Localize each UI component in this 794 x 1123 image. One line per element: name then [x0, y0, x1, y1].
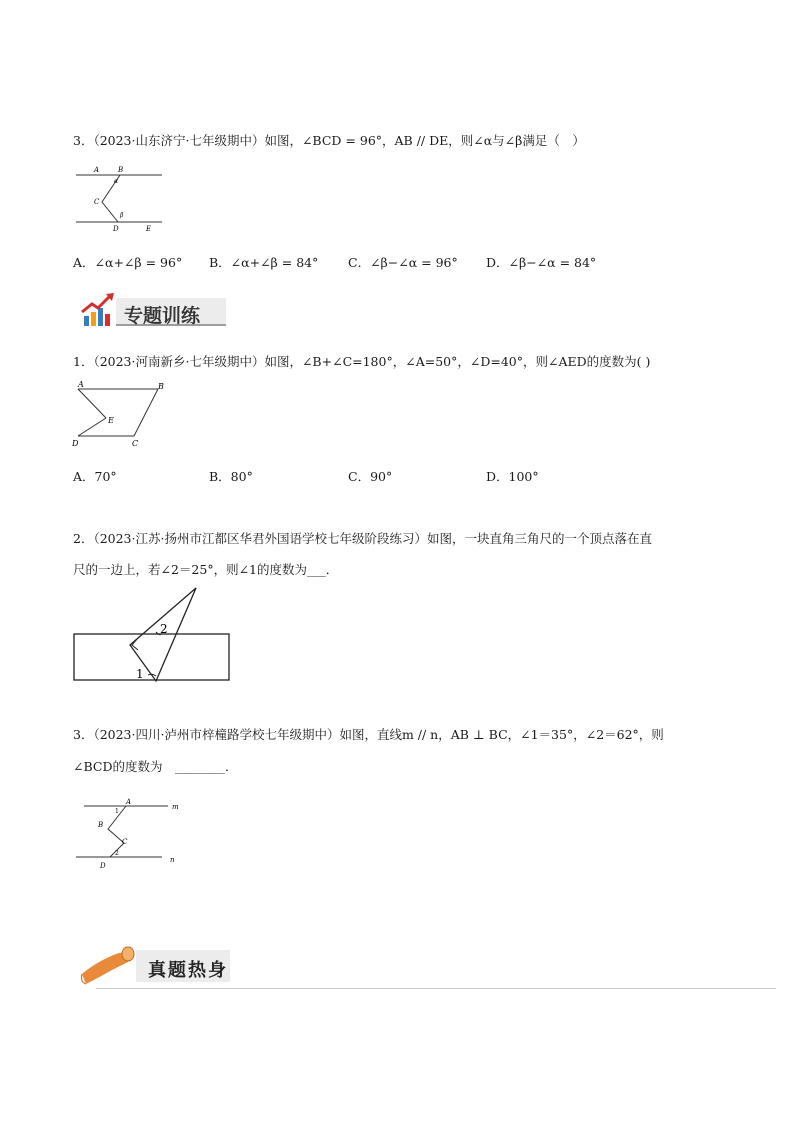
q3-top-figure [70, 162, 170, 234]
q3-figure [70, 795, 190, 875]
section-title: 专题训练 [124, 305, 201, 327]
q2-text-line1: 2．（2023·江苏·扬州市江都区华君外国语学校七年级阶段练习）如图，一块直角三角尺的一个顶点落在直 [73, 531, 652, 546]
fig-label-angle-2: 2 [115, 850, 119, 857]
fig-label-d: D [113, 225, 119, 233]
choice-a[interactable]: A．70° [73, 469, 117, 484]
q3-text-line1: 3．（2023·四川·泸州市梓橦路学校七年级期中）如图，直线m // n，AB ⊥ BC，∠1＝35°，∠2＝62°，则 [73, 727, 664, 742]
q3-text-line2: ∠BCD的度数为 ________． [73, 759, 238, 774]
scroll-icon [76, 944, 138, 992]
section-banner-training [78, 290, 233, 332]
choice-b[interactable]: B．∠α+∠β = 84° [209, 255, 319, 270]
choice-d[interactable]: D．∠β−∠α = 84° [486, 255, 597, 270]
q2-text-line2: 尺的一边上，若∠2＝25°，则∠1的度数为___． [73, 562, 339, 577]
section-banner-real-questions [76, 944, 780, 992]
fig-label-c: C [94, 198, 100, 206]
choice-c[interactable]: C．∠β−∠α = 96° [348, 255, 458, 270]
fig-label-a: A [126, 798, 132, 806]
q1-figure [70, 380, 170, 452]
fig-label-angle-2: 2 [160, 622, 168, 636]
choice-c[interactable]: C．90° [348, 469, 393, 484]
fig-label-a: A [78, 380, 84, 389]
fig-label-d: D [100, 862, 106, 870]
fig-label-b: B [98, 821, 104, 829]
fig-label-beta: β [120, 212, 124, 219]
fig-label-b: B [118, 166, 124, 174]
choice-a[interactable]: A．∠α+∠β = 96° [73, 255, 183, 270]
fig-label-c: C [132, 439, 139, 448]
fig-label-n: n [170, 856, 175, 864]
choice-d[interactable]: D．100° [486, 469, 539, 484]
fig-label-e: E [108, 416, 114, 425]
q3-top-text: 3．（2023·山东济宁·七年级期中）如图，∠BCD = 96°，AB // DE，则∠α与∠β满足（ ） [73, 133, 585, 148]
fig-label-c: C [122, 838, 128, 846]
fig-label-e: E [146, 225, 152, 233]
fig-label-angle-1: 1 [136, 667, 144, 681]
choice-b[interactable]: B．80° [209, 469, 253, 484]
banner-underline [96, 988, 776, 989]
fig-label-a: A [94, 166, 100, 174]
chart-growth-icon [78, 290, 122, 332]
fig-label-b: B [158, 382, 164, 391]
q2-figure [70, 585, 235, 690]
fig-label-d: D [72, 439, 79, 448]
q1-text: 1．（2023·河南新乡·七年级期中）如图，∠B+∠C=180°，∠A=50°，∠D=40°，则∠AED的度数为( ) [73, 354, 651, 369]
section-title: 真题热身 [148, 960, 228, 981]
fig-label-m: m [172, 803, 179, 811]
fig-label-angle-1: 1 [115, 808, 119, 815]
fig-label-alpha: α [114, 178, 119, 185]
